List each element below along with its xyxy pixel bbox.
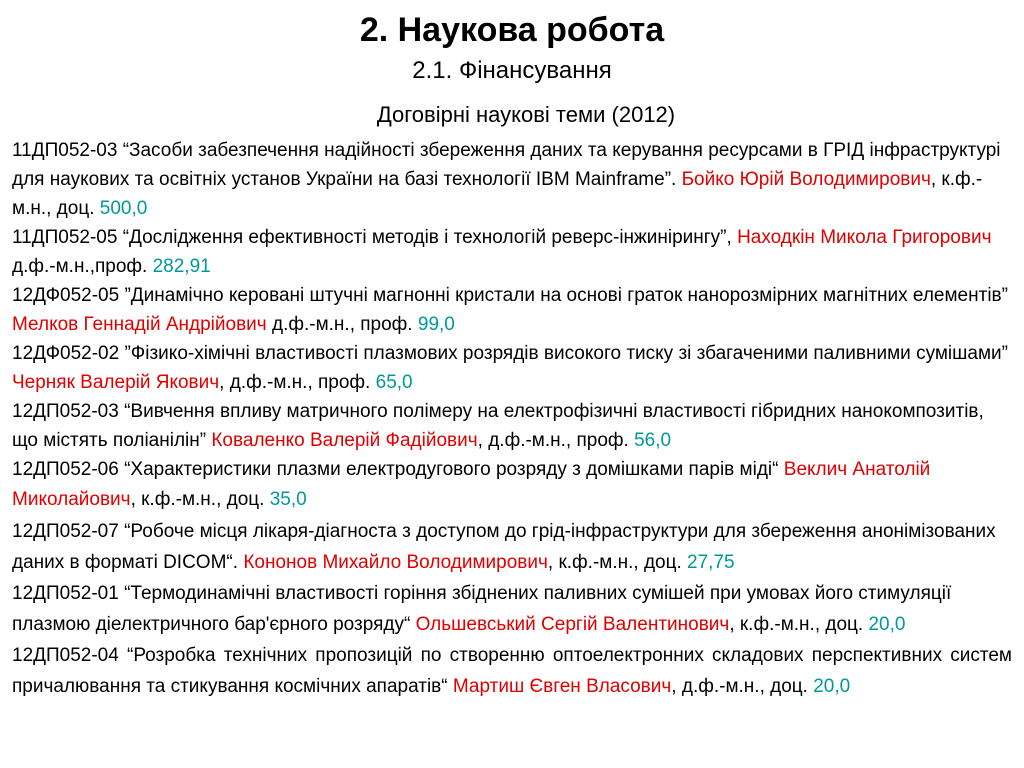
supervisor-name: Кононов Михайло Володимирович (243, 552, 548, 573)
topic-text: 12ДП052-04 “Розробка технічних пропозицій по створенню оптоелектронних складових перспективних систем причалювання та стикування космічних апаратів“ (12, 645, 1012, 697)
supervisor-degree: , к.ф.-м.н., доц. (12, 169, 983, 219)
supervisor-name: Мартиш Євген Власович (452, 676, 672, 697)
page-subtitle: 2.1. Фінансування (412, 57, 612, 84)
supervisor-degree: , к.ф.-м.н., доц. (729, 614, 869, 635)
supervisor-name: Ольшевський Сергій Валентинович (415, 614, 730, 635)
list-item (12, 578, 1012, 640)
supervisor-name: Веклич Анатолій Миколайович (12, 459, 931, 510)
topic-text: 12ДП052-06 “Характеристики плазми електродугового розряду з домішками парів міді“ (12, 459, 784, 480)
list-item (12, 397, 1012, 455)
funding-amount: 20,0 (868, 614, 906, 635)
supervisor-degree: , д.ф.-м.н., проф. (477, 430, 635, 451)
list-item (12, 223, 1012, 281)
funding-amount: 56,0 (634, 430, 672, 451)
funding-amount: 27,75 (687, 552, 735, 573)
funding-amount: 65,0 (375, 372, 413, 393)
funding-amount: 35,0 (269, 489, 307, 510)
supervisor-name: Мелков Геннадій Андрійович (12, 314, 267, 335)
list-item (12, 516, 1012, 578)
topic-text: 12ДФ052-05 ”Динамічно керовані штучні магнонні кристали на основі граток нанорозмірних магнітних елементів” (12, 285, 1008, 306)
section-heading: Договірні наукові теми (2012) (376, 102, 676, 127)
supervisor-degree: , к.ф.-м.н., доц. (130, 489, 270, 510)
funding-amount: 99,0 (417, 314, 455, 335)
supervisor-name: Находкін Микола Григорович (737, 227, 992, 248)
research-topics-list (12, 136, 1012, 702)
topic-text: 12ДП052-07 “Робоче місця лікаря-діагноста з доступом до грід-інфраструктури для збереження анонімізованих даних в форматі DICOM“. (12, 521, 996, 573)
supervisor-degree: , д.ф.-м.н., доц. (671, 676, 814, 697)
topic-text: 12ДФ052-02 ”Фізико-хімічні властивості плазмових розрядів високого тиску зі збагаченими паливними сумішами” (12, 343, 1008, 364)
supervisor-name: Коваленко Валерій Фадійович (211, 430, 478, 451)
supervisor-name: Черняк Валерій Якович (12, 372, 220, 393)
supervisor-degree: д.ф.-м.н.,проф. (12, 256, 153, 277)
topic-text: 11ДП052-03 “Засоби забезпечення надійності збереження даних та керування ресурсами в ГРІД інфраструктурі для наукових та освітніх установ України на базі технології IBM Mainframe”. (12, 140, 1001, 190)
list-item (12, 281, 1012, 339)
funding-amount: 20,0 (813, 676, 851, 697)
supervisor-name: Бойко Юрій Володимирович (681, 169, 931, 190)
funding-amount: 282,91 (152, 256, 211, 277)
list-item (12, 455, 1012, 515)
supervisor-degree: д.ф.-м.н., проф. (266, 314, 418, 335)
topic-text: 12ДП052-01 “Термодинамічні властивості горіння збіднених паливних сумішей при умовах його стимуляції плазмою діелектричного бар'єрного розряду“ (12, 583, 952, 635)
funding-amount: 500,0 (99, 198, 148, 219)
list-item (12, 136, 1012, 223)
list-item (12, 339, 1012, 397)
supervisor-degree: , д.ф.-м.н., проф. (219, 372, 376, 393)
topic-text: 12ДП052-03 “Вивчення впливу матричного полімеру на електрофізичні властивості гібридних нанокомпозитів, що містять поліанілін” (12, 401, 984, 451)
topic-text: 11ДП052-05 “Дослідження ефективності методів і технологій реверс-інжинірингу”, (12, 227, 738, 248)
supervisor-degree: , к.ф.-м.н., доц. (547, 552, 688, 573)
page-title: 2. Наукова робота (359, 11, 665, 49)
list-item (12, 640, 1012, 702)
